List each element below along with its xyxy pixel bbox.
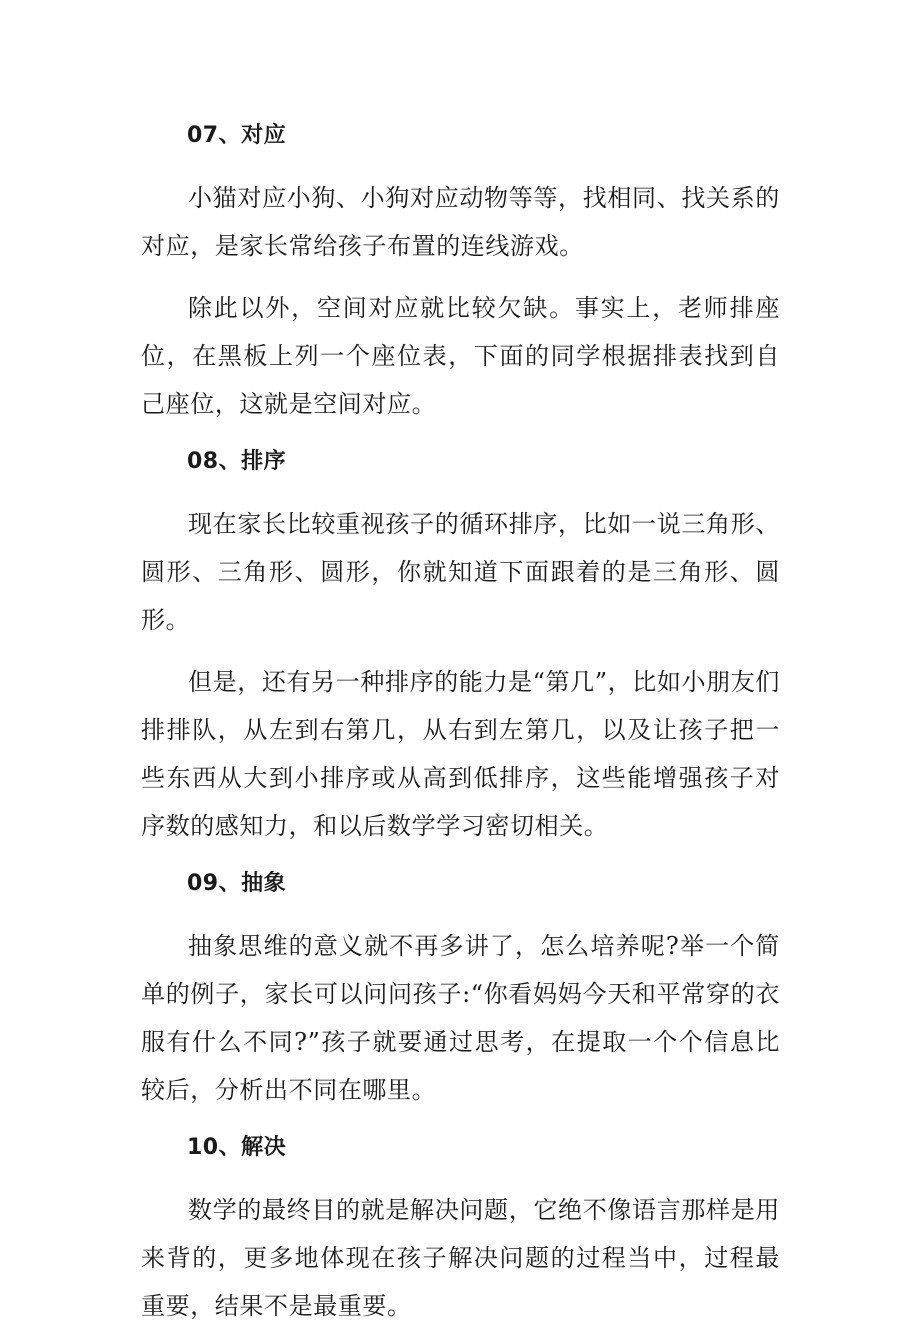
section-heading: 09、抽象 <box>187 871 287 896</box>
paragraph: 但是，还有另一种排序的能力是“第几”，比如小朋友们排排队，从左到右第几，从右到左第几，以及让孩子把一些东西从大到小排序或从高到低排序，这些能增强孩子对序数的感知力，和以后数学学习密切相关。 <box>141 668 780 840</box>
section-07 <box>141 116 780 428</box>
paragraph: 数学的最终目的就是解决问题，它绝不像语言那样是用来背的，更多地体现在孩子解决问题的过程当中，过程最重要，结果不是最重要。 <box>141 1196 780 1320</box>
section-09 <box>141 864 780 1114</box>
paragraph: 抽象思维的意义就不再多讲了，怎么培养呢?举一个简单的例子，家长可以问问孩子:“你看妈妈今天和平常穿的衣服有什么不同?”孩子就要通过思考，在提取一个个信息比较后，分析出不同在哪里。 <box>141 932 780 1104</box>
paragraph: 现在家长比较重视孩子的循环排序，比如一说三角形、圆形、三角形、圆形，你就知道下面跟着的是三角形、圆形。 <box>141 510 780 634</box>
section-heading: 10、解决 <box>187 1135 287 1160</box>
section-heading: 07、对应 <box>187 123 287 148</box>
section-10 <box>141 1128 780 1330</box>
section-heading: 08、排序 <box>187 449 287 474</box>
paragraph: 除此以外，空间对应就比较欠缺。事实上，老师排座位，在黑板上列一个座位表，下面的同学根据排表找到自己座位，这就是空间对应。 <box>141 294 780 418</box>
section-08 <box>141 442 780 850</box>
paragraph: 小猫对应小狗、小狗对应动物等等，找相同、找关系的对应，是家长常给孩子布置的连线游戏。 <box>141 184 780 260</box>
